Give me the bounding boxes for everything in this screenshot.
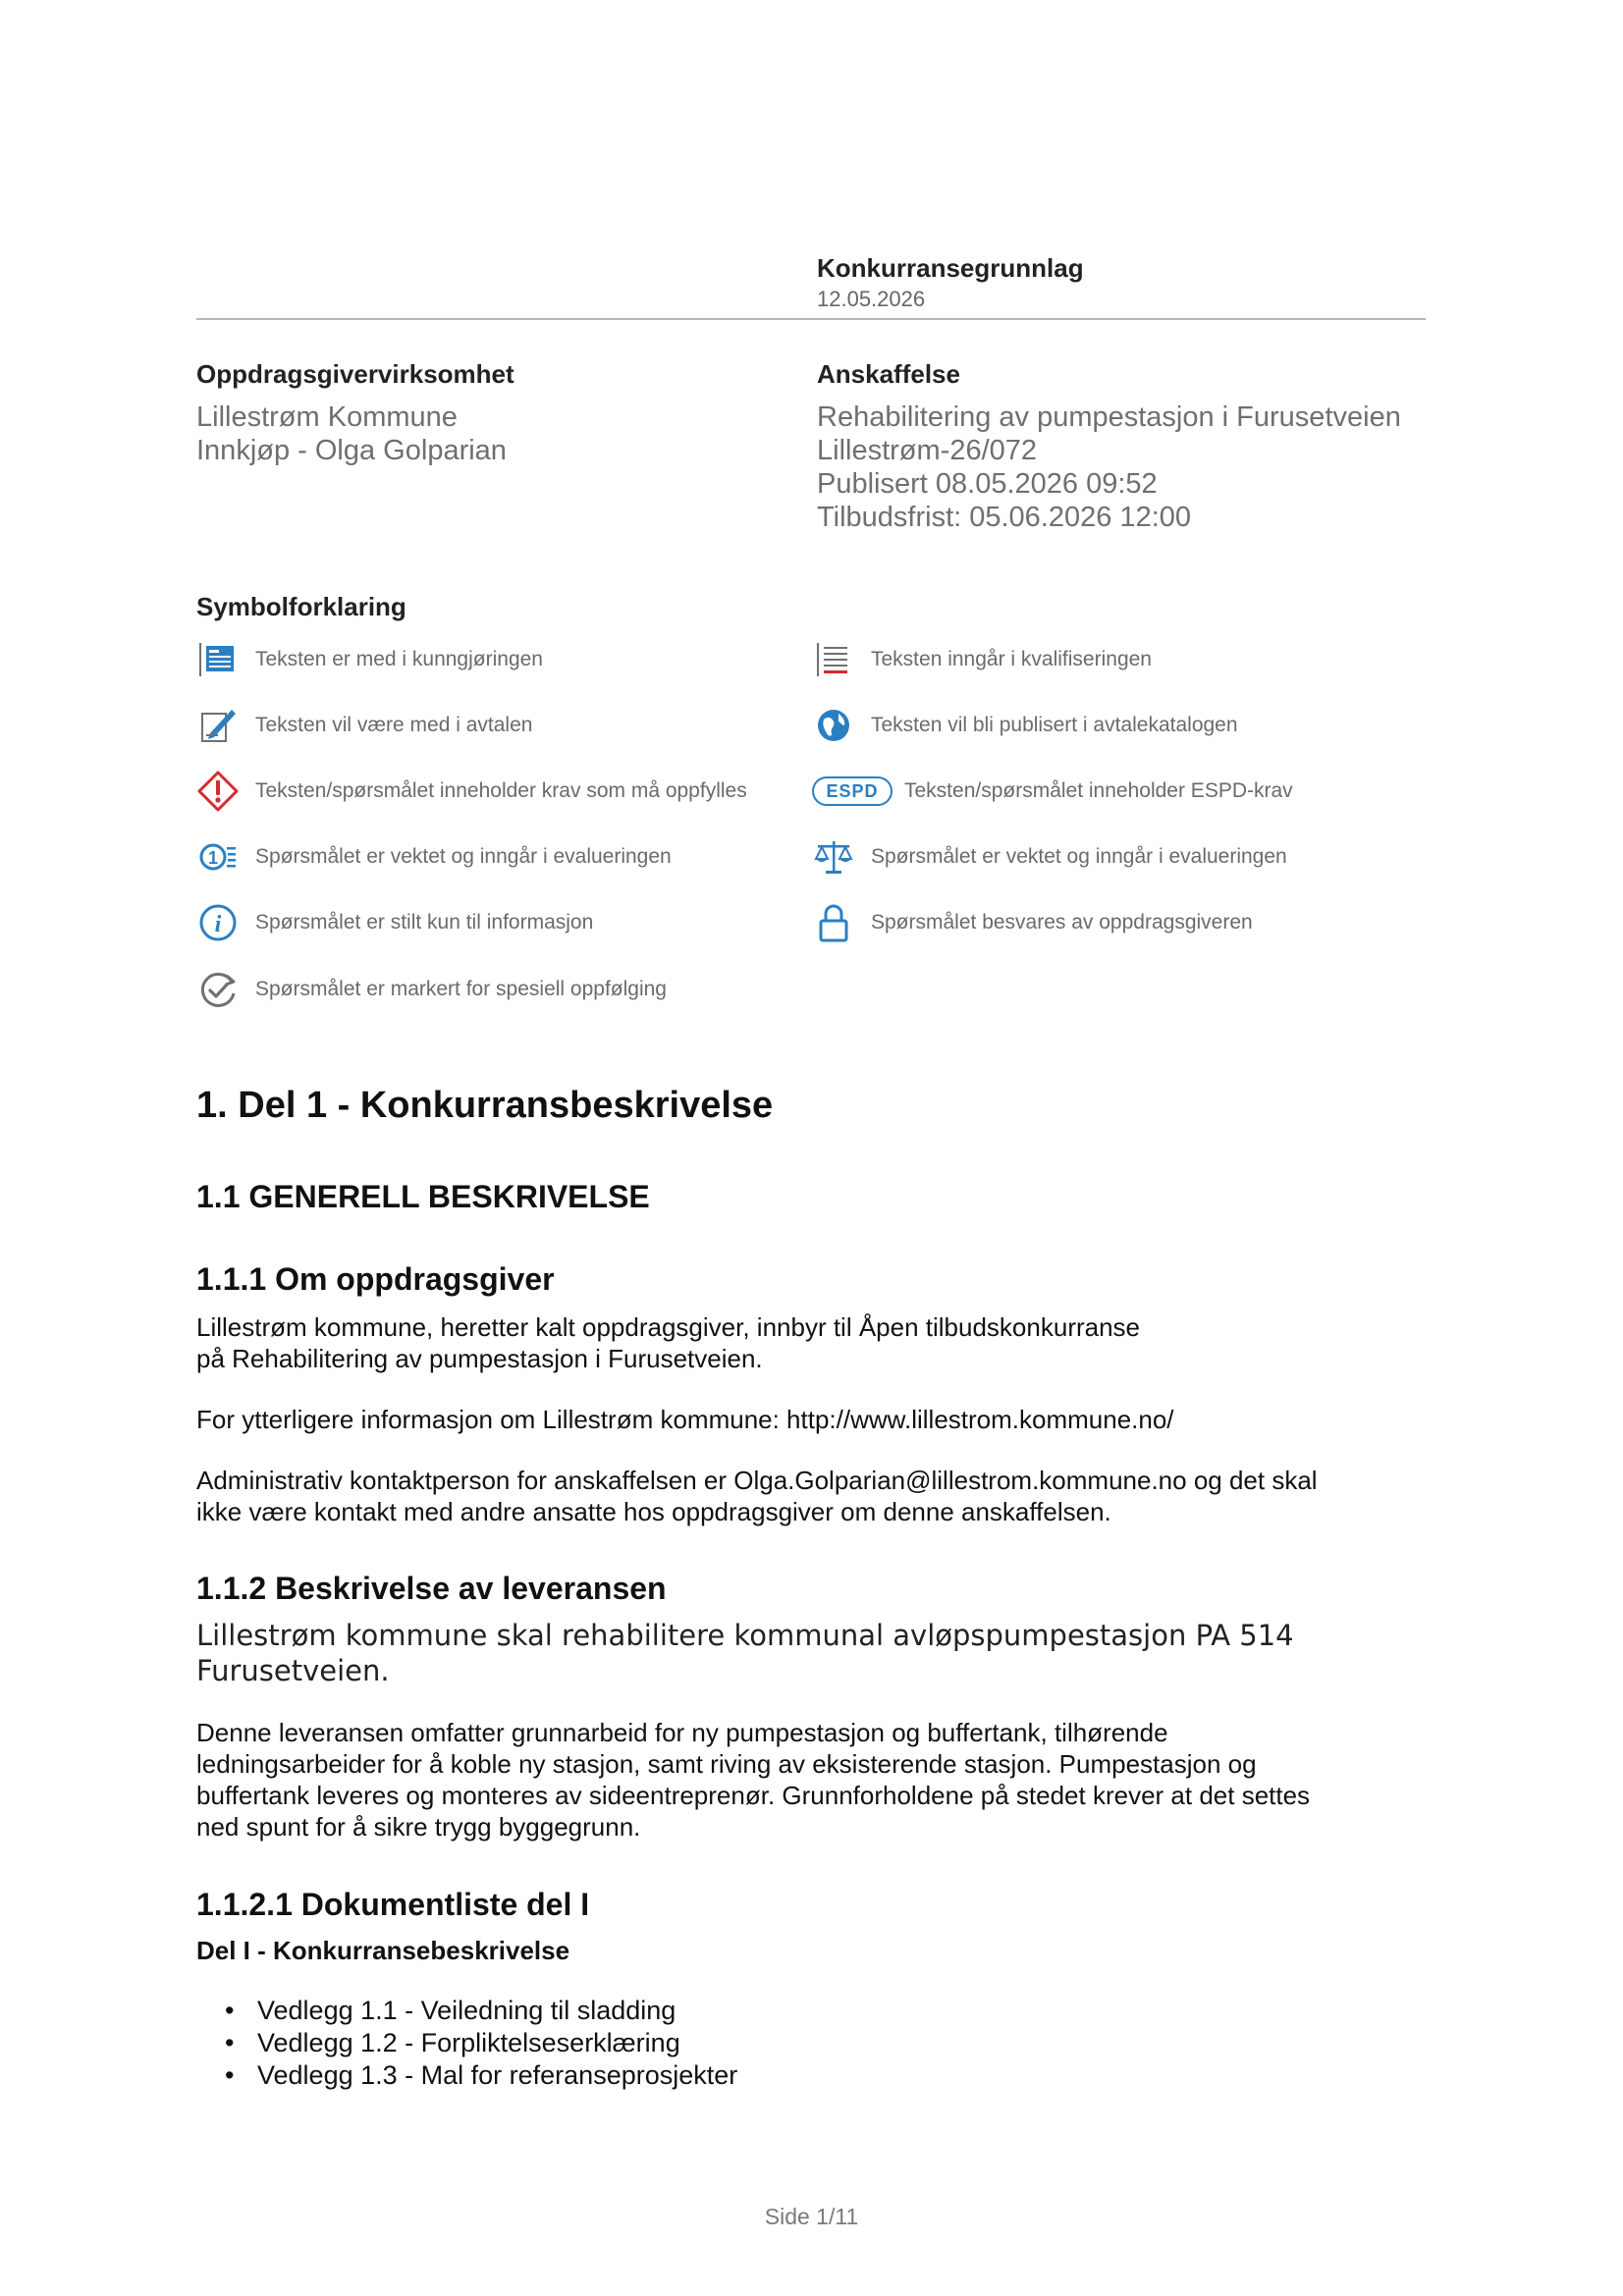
about-paragraph-2: For ytterligere informasjon om Lillestrøm kommune: http://www.lillestrom.kommune.no/ xyxy=(196,1405,1174,1434)
client-department: Innkjøp - Olga Golparian xyxy=(196,435,507,466)
delivery-lead: Lillestrøm kommune skal rehabilitere kommunal avløpspumpestasjon PA 514 Furusetveien. xyxy=(196,1619,1294,1687)
lock-icon xyxy=(812,901,855,944)
legend-item-requirement xyxy=(196,770,747,813)
legend-item-qualification xyxy=(812,638,1152,681)
announcement-icon xyxy=(196,638,240,681)
legend-text: Teksten/spørsmålet inneholder krav som må oppfylles xyxy=(255,779,747,802)
contract-pen-icon xyxy=(196,704,240,747)
svg-text:1: 1 xyxy=(207,848,219,868)
legend-item-scales xyxy=(812,835,1287,879)
procurement-title: Rehabilitering av pumpestasjon i Furusetveien xyxy=(817,401,1401,433)
legend-item-info xyxy=(196,901,593,944)
section-heading-1-1: 1.1 GENERELL BESKRIVELSE xyxy=(196,1179,650,1214)
legend-text: Spørsmålet er vektet og inngår i evalueringen xyxy=(255,845,672,868)
header-divider xyxy=(196,318,1426,320)
section-heading-1-1-2-1: 1.1.2.1 Dokumentliste del I xyxy=(196,1887,590,1922)
warning-requirement-icon xyxy=(196,770,240,813)
client-info xyxy=(196,400,507,467)
legend-item-announcement xyxy=(196,638,543,681)
legend-text: Teksten er med i kunngjøringen xyxy=(255,648,543,670)
symbol-legend-heading: Symbolforklaring xyxy=(196,592,406,621)
weighted-number-icon xyxy=(196,835,240,879)
legend-text: Teksten/spørsmålet inneholder ESPD-krav xyxy=(904,779,1293,802)
list-item: • Vedlegg 1.1 - Veiledning til sladding xyxy=(196,1995,737,2027)
doclist-subheading: Del I - Konkurransebeskrivelse xyxy=(196,1936,570,1965)
scales-icon xyxy=(812,835,855,879)
espd-badge-icon: ESPD xyxy=(812,776,893,806)
document-list xyxy=(196,1995,737,2092)
legend-text: Teksten vil bli publisert i avtalekatalogen xyxy=(871,714,1238,736)
svg-text:i: i xyxy=(214,912,222,937)
section-heading-1-1-1: 1.1.1 Om oppdragsgiver xyxy=(196,1261,555,1297)
legend-item-contract xyxy=(196,704,532,747)
legend-item-lock xyxy=(812,901,1253,944)
legend-item-catalog xyxy=(812,704,1238,747)
procurement-label: Anskaffelse xyxy=(817,359,960,389)
legend-text: Spørsmålet besvares av oppdragsgiveren xyxy=(871,911,1253,934)
legend-item-espd xyxy=(812,770,1293,813)
delivery-paragraph: Denne leveransen omfatter grunnarbeid for ny pumpestasjon og buffertank, tilhørende ledningsarbeider for å koble ny stasjon, samt riving av eksisterende stasjon. Pumpestasjon og buffertank leveres og monteres av sideentreprenør. Grunnforholdene på stedet krever at det settes ned spunt for å sikre trygg byggegrunn. xyxy=(196,1718,1311,1842)
qualification-list-icon xyxy=(812,638,855,681)
list-item: • Vedlegg 1.2 - Forpliktelseserklæring xyxy=(196,2027,737,2059)
client-label: Oppdragsgivervirksomhet xyxy=(196,359,514,389)
legend-item-weighted xyxy=(196,835,672,879)
client-name: Lillestrøm Kommune xyxy=(196,401,458,433)
procurement-reference: Lillestrøm-26/072 xyxy=(817,435,1038,466)
procurement-published: Publisert 08.05.2026 09:52 xyxy=(817,468,1158,500)
procurement-info xyxy=(817,400,1401,534)
list-item: • Vedlegg 1.3 - Mal for referanseprosjekter xyxy=(196,2059,737,2092)
document-date: 12.05.2026 xyxy=(817,287,926,311)
legend-text: Spørsmålet er markert for spesiell oppfølging xyxy=(255,978,667,1000)
legend-text: Spørsmålet er stilt kun til informasjon xyxy=(255,911,594,934)
document-type-title: Konkurransegrunnlag xyxy=(817,253,1084,283)
about-paragraph-1: Lillestrøm kommune, heretter kalt oppdragsgiver, innbyr til Åpen tilbudskonkurranse på Rehabilitering av pumpestasjon i Furusetveien. xyxy=(196,1312,1141,1373)
section-heading-1: 1. Del 1 - Konkurransbeskrivelse xyxy=(196,1085,774,1126)
legend-text: Spørsmålet er vektet og inngår i evalueringen xyxy=(871,845,1287,868)
info-icon xyxy=(196,901,240,944)
legend-item-follow-up xyxy=(196,968,667,1011)
procurement-deadline: Tilbudsfrist: 05.06.2026 12:00 xyxy=(817,502,1192,533)
legend-text: Teksten inngår i kvalifiseringen xyxy=(871,648,1152,670)
page-number: Side 1/11 xyxy=(764,2204,859,2229)
globe-icon xyxy=(812,704,855,747)
about-paragraph-3: Administrativ kontaktperson for anskaffelsen er Olga.Golparian@lillestrom.kommune.no og det skal ikke være kontakt med andre ansatte hos oppdragsgiver om denne anskaffelsen. xyxy=(196,1466,1318,1526)
follow-up-check-icon xyxy=(196,968,240,1011)
section-heading-1-1-2: 1.1.2 Beskrivelse av leveransen xyxy=(196,1571,667,1606)
legend-text: Teksten vil være med i avtalen xyxy=(255,714,533,736)
